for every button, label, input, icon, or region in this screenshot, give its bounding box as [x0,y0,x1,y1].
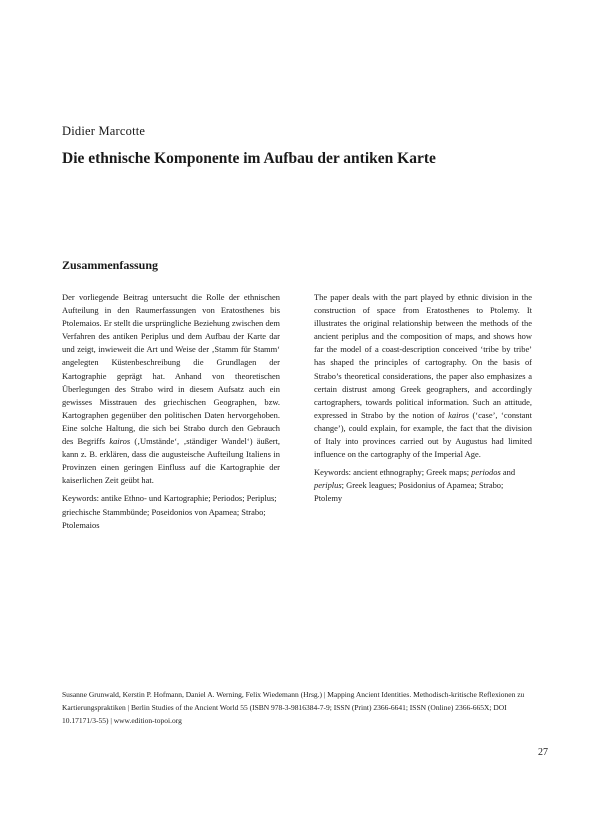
keyword-periplus: periplus [314,480,342,491]
term-kairos-en: kairos [448,409,469,420]
abstract-german-part1: Der vorliegende Beitrag untersucht die Rolle der ethnischen Aufteilung in den Raumerfassungen von Eratosthenes bis Ptolemaios. Er stellt die ursprüngliche Beziehung zwischen dem Verfahren des antiken Periplus und dem Aufbau der Karte dar und zeigt, inwieweit die Art und Weise der ‚Stamm für Stamm‘ angelegten Küstenbeschreibung die Grundlagen der Kartographie geprägt hat. Anhand von theoretischen Überlegungen des Strabo wird in diesem Aufsatz auch ein gewisses Misstrauen des griechischen Geographen, bzw. Kartographen gegenüber den politischen Daten hervorgehoben. Eine solche Haltung, die sich bei Strabo durch den Gebrauch des Begriffs [62,292,280,447]
page-number: 27 [538,747,548,758]
abstract-german-text [62,291,280,487]
keywords-english-rest: ; Greek leagues; Posidonius of Apamea; Strabo; Ptolemy [314,480,504,504]
abstract-english-part1: The paper deals with the part played by ethnic division in the construction of space from Eratosthenes to Ptolemy. It illustrates the original relationship between the methods of the ancient periplus and the composition of maps, and shows how far the model of a coast-description conceived ‘tribe by tribe’ has shaped the principles of cartography. On the basis of Strabo’s theoretical considerations, the paper also emphasizes a certain distrust among Greek geographers, and accordingly cartographers, towards political information. Such an attitude, expressed in Strabo by the notion of [314,292,532,420]
keyword-periodos: periodos [471,467,501,478]
keywords-english [314,466,532,505]
abstract-heading: Zusammenfassung [62,258,159,272]
keywords-english-and: and [500,467,516,478]
abstract-english-part2: (‘case’, ‘constant change’), could explain, for example, the fact that the division of Italy into provinces carried out by Augustus had limited influence on the cartography of the Imperial Age. [314,409,532,460]
author-name: Didier Marcotte [62,124,146,138]
abstract-english [314,291,532,506]
abstract-german [62,291,280,532]
term-kairos-de: kairos [109,436,131,447]
keywords-english-prefix: Keywords: ancient ethnography; Greek maps; [314,467,472,478]
citation-footer: Susanne Grunwald, Kerstin P. Hofmann, Daniel A. Werning, Felix Wiedemann (Hrsg.) | Mapping Ancient Identities. Methodisch-kritische Reflexionen zu Kartierungspraktiken | Berlin Studies of the Ancient World 55 (ISBN 978-3-9816384-7-9; ISSN (Print) 2366-6641; ISSN (Online) 2366-665X; DOI 10.17171/3-55) | www.edition-topoi.org [62,690,525,725]
abstract-english-text [314,291,532,461]
abstract-german-part2: (‚Umstände‘, ‚ständiger Wandel‘) äußert, kann z. B. erklären, dass die augusteische Aufteilung Italiens in Provinzen einen geringen Einfluss auf die Kartographie der kaiserlichen Zeit geübt hat. [62,436,280,486]
article-title: Die ethnische Komponente im Aufbau der antiken Karte [62,150,436,167]
keywords-german: Keywords: antike Ethno- und Kartographie; Periodos; Periplus; griechische Stammbünde; Poseidonios von Apamea; Strabo; Ptolemaios [62,493,277,530]
